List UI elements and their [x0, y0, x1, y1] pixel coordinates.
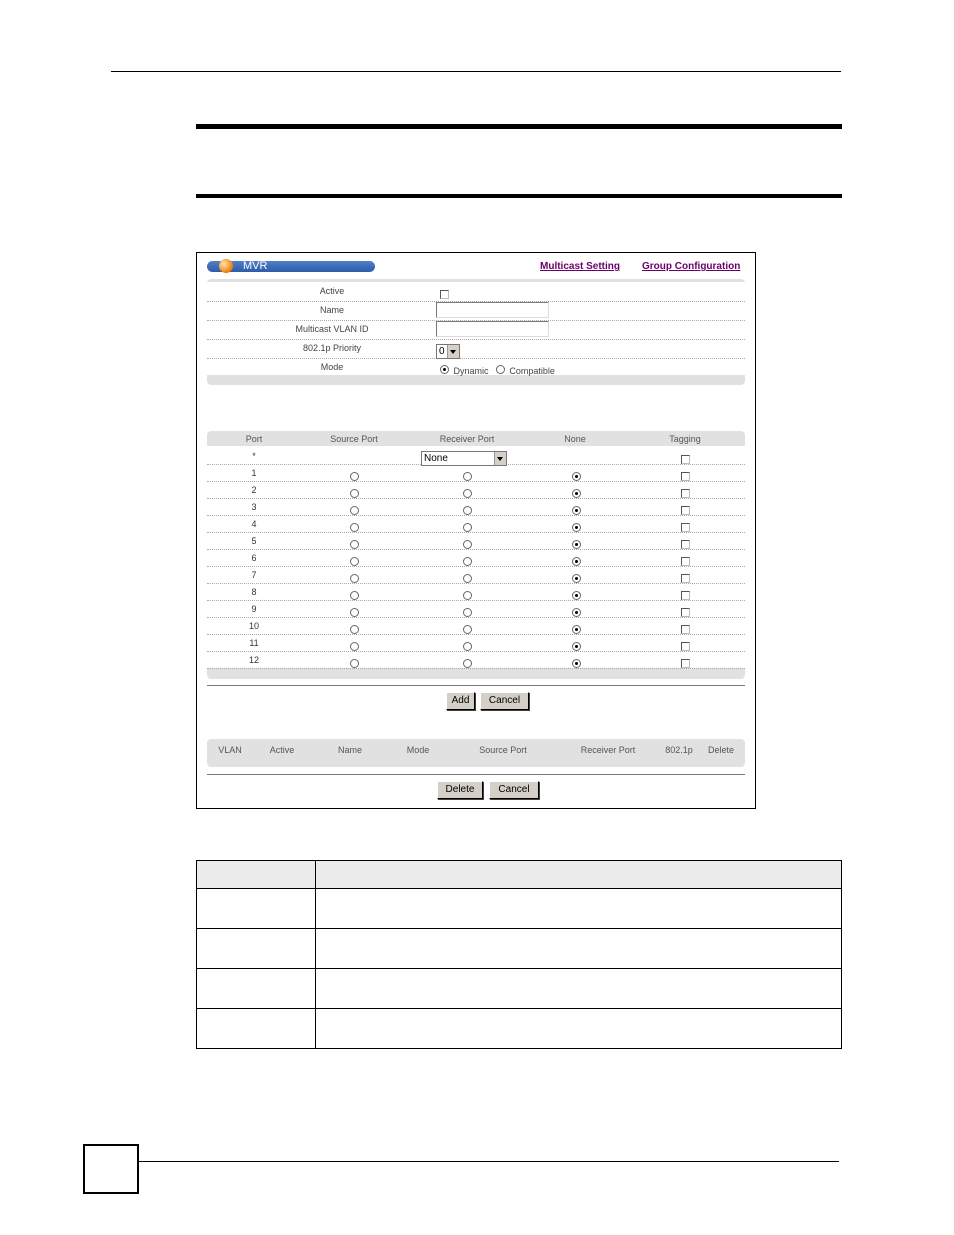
- wildcard-port: *: [252, 451, 256, 461]
- summary-col-delete: Delete: [707, 745, 734, 755]
- none-radio[interactable]: [572, 591, 581, 600]
- port-number: 9: [251, 604, 257, 614]
- section-rule-top: [196, 124, 842, 129]
- receiver-port-radio[interactable]: [463, 625, 472, 634]
- receiver-port-radio[interactable]: [463, 540, 472, 549]
- wildcard-tagging-checkbox[interactable]: [681, 455, 690, 464]
- title-orb-icon: [219, 259, 233, 273]
- table-row: [207, 516, 745, 533]
- table-row: [207, 482, 745, 499]
- table-cell: [316, 1009, 842, 1049]
- name-row: [207, 301, 745, 321]
- vlan-id-label: Multicast VLAN ID: [295, 324, 369, 334]
- wildcard-row: [207, 448, 745, 465]
- table-row: [207, 533, 745, 550]
- wildcard-select-value: None: [424, 453, 448, 464]
- port-table-header: [207, 434, 745, 446]
- summary-col-mode: Mode: [406, 745, 430, 755]
- multicast-setting-link[interactable]: Multicast Setting: [540, 261, 621, 272]
- tagging-checkbox[interactable]: [681, 506, 690, 515]
- col-receiver-port: Receiver Port: [439, 434, 495, 444]
- table-cell: [197, 861, 316, 889]
- source-port-radio[interactable]: [350, 540, 359, 549]
- source-port-radio[interactable]: [350, 625, 359, 634]
- mode-dynamic-radio[interactable]: [440, 365, 449, 374]
- port-number: 4: [251, 519, 257, 529]
- table-row: [207, 652, 745, 669]
- table-row: [207, 499, 745, 516]
- summary-col-source-port: Source Port: [479, 745, 527, 755]
- none-radio[interactable]: [572, 523, 581, 532]
- none-radio[interactable]: [572, 642, 581, 651]
- table-cell: [197, 929, 316, 969]
- none-radio[interactable]: [572, 659, 581, 668]
- receiver-port-radio[interactable]: [463, 506, 472, 515]
- tagging-checkbox[interactable]: [681, 608, 690, 617]
- summary-col-receiver-port: Receiver Port: [580, 745, 636, 755]
- port-number: 7: [251, 570, 257, 580]
- header-rule: [111, 71, 841, 72]
- separator: [207, 685, 745, 686]
- summary-col-vlan: VLAN: [218, 745, 242, 755]
- none-radio[interactable]: [572, 540, 581, 549]
- table-row: [197, 969, 842, 1009]
- mode-dynamic-label: Dynamic: [453, 366, 489, 376]
- table-row: [207, 601, 745, 618]
- mvr-screenshot: [196, 252, 756, 809]
- source-port-radio[interactable]: [350, 659, 359, 668]
- tagging-checkbox[interactable]: [681, 625, 690, 634]
- source-port-radio[interactable]: [350, 642, 359, 651]
- none-radio[interactable]: [572, 625, 581, 634]
- tagging-checkbox[interactable]: [681, 540, 690, 549]
- table-cell: [316, 889, 842, 929]
- source-port-radio[interactable]: [350, 574, 359, 583]
- table-row: [207, 635, 745, 652]
- source-port-radio[interactable]: [350, 608, 359, 617]
- table-cell: [197, 969, 316, 1009]
- col-tagging: Tagging: [669, 434, 701, 444]
- table-cell: [316, 929, 842, 969]
- vlan-id-input[interactable]: [436, 321, 549, 337]
- none-radio[interactable]: [572, 557, 581, 566]
- page-number-box: [83, 1144, 139, 1194]
- tagging-checkbox[interactable]: [681, 557, 690, 566]
- add-button[interactable]: Add: [446, 692, 475, 710]
- tagging-checkbox[interactable]: [681, 574, 690, 583]
- source-port-radio[interactable]: [350, 557, 359, 566]
- receiver-port-radio[interactable]: [463, 642, 472, 651]
- mode-compatible-label: Compatible: [509, 366, 555, 376]
- table-row: [207, 618, 745, 635]
- mode-compatible-radio[interactable]: [496, 365, 505, 374]
- table-row: [207, 550, 745, 567]
- table-row: [197, 889, 842, 929]
- none-radio[interactable]: [572, 506, 581, 515]
- port-number: 2: [251, 485, 257, 495]
- table-cell: [316, 969, 842, 1009]
- tagging-checkbox[interactable]: [681, 591, 690, 600]
- none-radio[interactable]: [572, 472, 581, 481]
- description-table: [196, 860, 842, 1049]
- separator: [207, 774, 745, 775]
- table-cell: [197, 889, 316, 929]
- port-number: 12: [248, 655, 259, 665]
- footer-rule: [139, 1161, 839, 1162]
- port-number: 10: [248, 621, 259, 631]
- source-port-radio[interactable]: [350, 591, 359, 600]
- none-radio[interactable]: [572, 608, 581, 617]
- name-label: Name: [319, 305, 344, 315]
- receiver-port-radio[interactable]: [463, 472, 472, 481]
- cancel-button-2[interactable]: Cancel: [489, 781, 539, 799]
- mode-row: [207, 358, 745, 377]
- name-input[interactable]: [436, 302, 549, 318]
- receiver-port-radio[interactable]: [463, 489, 472, 498]
- port-number: 5: [251, 536, 257, 546]
- summary-table: [207, 739, 745, 767]
- table-header-row: [197, 861, 842, 889]
- table-cell: [197, 1009, 316, 1049]
- col-none: None: [564, 434, 586, 444]
- chevron-down-icon: [494, 452, 506, 465]
- port-number: 8: [251, 587, 257, 597]
- source-port-radio[interactable]: [350, 523, 359, 532]
- source-port-radio[interactable]: [350, 472, 359, 481]
- mode-label: Mode: [320, 362, 344, 372]
- receiver-port-radio[interactable]: [463, 591, 472, 600]
- tagging-checkbox[interactable]: [681, 523, 690, 532]
- priority-select[interactable]: [436, 344, 460, 359]
- col-port: Port: [245, 434, 263, 444]
- chevron-down-icon: [447, 345, 459, 358]
- title-bar: [207, 261, 375, 272]
- port-number: 11: [249, 638, 259, 648]
- port-number: 1: [251, 468, 257, 478]
- section-rule-bottom: [196, 194, 842, 198]
- receiver-port-radio[interactable]: [463, 523, 472, 532]
- wildcard-receiver-select[interactable]: [421, 451, 507, 466]
- none-radio[interactable]: [572, 489, 581, 498]
- tagging-checkbox[interactable]: [681, 472, 690, 481]
- table-row: [207, 567, 745, 584]
- cancel-button[interactable]: Cancel: [480, 692, 529, 710]
- summary-col-active: Active: [269, 745, 295, 755]
- receiver-port-radio[interactable]: [463, 608, 472, 617]
- active-checkbox[interactable]: [440, 290, 449, 299]
- delete-button[interactable]: Delete: [437, 781, 483, 799]
- col-source-port: Source Port: [330, 434, 378, 444]
- active-label: Active: [319, 286, 345, 296]
- priority-label: 802.1p Priority: [302, 343, 362, 353]
- vlan-id-row: [207, 320, 745, 340]
- screen-title: MVR: [243, 260, 268, 272]
- priority-value: 0: [439, 346, 445, 357]
- group-configuration-link[interactable]: Group Configuration: [642, 261, 741, 272]
- tagging-checkbox[interactable]: [681, 489, 690, 498]
- summary-col-priority: 802.1p: [665, 745, 693, 755]
- receiver-port-radio[interactable]: [463, 574, 472, 583]
- table-row: [197, 929, 842, 969]
- receiver-port-radio[interactable]: [463, 659, 472, 668]
- tagging-checkbox[interactable]: [681, 642, 690, 651]
- port-number: 6: [251, 553, 257, 563]
- source-port-radio[interactable]: [350, 489, 359, 498]
- active-row: [207, 282, 745, 302]
- table-row: [207, 465, 745, 482]
- port-number: 3: [251, 502, 257, 512]
- tagging-checkbox[interactable]: [681, 659, 690, 668]
- priority-row: [207, 339, 745, 359]
- source-port-radio[interactable]: [350, 506, 359, 515]
- none-radio[interactable]: [572, 574, 581, 583]
- receiver-port-radio[interactable]: [463, 557, 472, 566]
- table-row: [197, 1009, 842, 1049]
- summary-col-name: Name: [337, 745, 362, 755]
- table-cell: [316, 861, 842, 889]
- table-row: [207, 584, 745, 601]
